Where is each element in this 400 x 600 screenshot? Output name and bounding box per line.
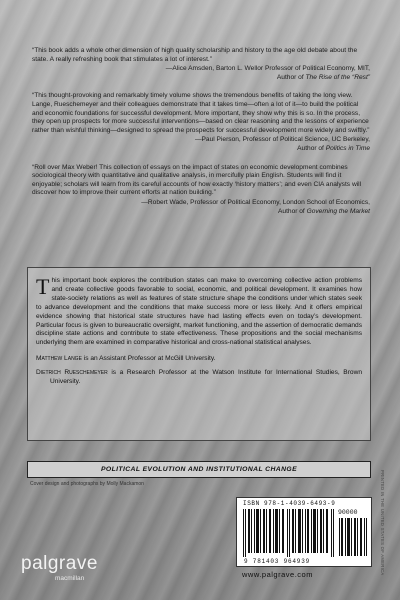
endorsement-text: “Roll over Max Weber! This collection of essays on the impact of states on economic development combines sociological theory with quantitative and qualitative analysis, in mercifully plain English. Students will find it enjoyable; scholars will learn from its careful accounts of how exactly ‘history matters’; and even CIA analysts will discover how to improve their current efforts at nation building.” [32, 163, 362, 197]
endorsement-attribution [32, 65, 370, 82]
author-name: Matthew Lange [36, 355, 82, 363]
publisher-website: www.palgrave.com [242, 570, 313, 579]
endorsement-1 [32, 47, 370, 82]
attribution-book: Politics in Time [325, 144, 370, 152]
attribution-prefix: Author of [297, 144, 326, 152]
cover-credit: Cover design and photographs by Molly Mackamon [30, 481, 144, 487]
endorsement-text: “This book adds a whole other dimension of high quality scholarship and history to the age old debate about the state. A really refreshing book that stimulates a lot of interest.” [32, 47, 358, 63]
attribution-book: Governing the Market [306, 207, 370, 215]
barcode-icon [243, 509, 335, 557]
endorsement-text: “This thought-provoking and remarkably timely volume shows the tremendous benefits of taking the long view. Lange, Rueschemeyer and their colleagues demonstrate that it takes time—often a lot of it—to build the political and economic foundations for successful development. More important, they show why this is so. In the process, they open up prospects for more successful interventions—based on clear reasoning and the lessons of experience rather than wishful thinking—designed to spread the prospects for successful development more widely and swiftly.” [32, 92, 370, 134]
endorsement-attribution [32, 136, 370, 153]
barcode-panel [236, 497, 372, 567]
attribution-name: —Alice Amsden, Barton L. Wellor Professor of Political Economy, MIT, [165, 65, 370, 73]
isbn-label: ISBN 978-1-4039-6493-9 [243, 500, 336, 507]
author-bio-text: is a Research Professor at the Watson Institute for International Studies, Brown University. [50, 369, 362, 386]
endorsement-2 [32, 92, 370, 153]
attribution-name: —Paul Pierson, Professor of Political Science, UC Berkeley, [194, 136, 370, 144]
endorsement-attribution [32, 199, 370, 216]
price-code: 90000 [338, 509, 358, 516]
series-title: POLITICAL EVOLUTION AND INSTITUTIONAL CHANGE [27, 461, 371, 478]
barcode-number: 9 781403 964939 [244, 558, 311, 565]
printed-text: PRINTED IN THE UNITED STATES OF AMERICA [380, 470, 385, 576]
author-name: Dietrich Rueschemeyer [36, 369, 108, 377]
endorsements [32, 47, 370, 226]
attribution-prefix: Author of [278, 207, 307, 215]
logo-wordmark: palgrave [21, 553, 98, 574]
author-bio-2 [36, 369, 362, 387]
drop-cap: T [36, 274, 50, 299]
author-bio-1 [36, 355, 362, 364]
description-text: his important book explores the contribution states can make to overcoming collective action problems and create collective goods favorable to social, economic, and political development. It examines how state-society relations as well as features of state structure shape the conditions under which states seek to advance development and the conditions that make success more or less likely. And it offers empirical evidence showing that historical state structures have had lasting effects even on today’s development. Particular focus is given to bureaucratic oversight, market functioning, and the assertion of democratic demands discipline state actions and contribute to state effectiveness. These propositions and the social mechanisms underlying them are examined in comparative historical and cross-national statistical analyses. [36, 277, 362, 347]
attribution-book: The Rise of the “Rest” [305, 73, 370, 81]
price-barcode-icon [339, 518, 367, 556]
attribution-prefix: Author of [276, 73, 306, 81]
attribution-name: —Robert Wade, Professor of Political Economy, London School of Economics, [141, 198, 370, 206]
endorsement-3 [32, 164, 370, 217]
description-body [36, 274, 362, 348]
publisher-logo [21, 553, 98, 582]
author-bio-text: is an Assistant Professor at McGill University. [81, 355, 216, 363]
logo-imprint: macmillan [55, 575, 85, 582]
book-description [27, 267, 371, 441]
printed-in-note [376, 470, 386, 588]
